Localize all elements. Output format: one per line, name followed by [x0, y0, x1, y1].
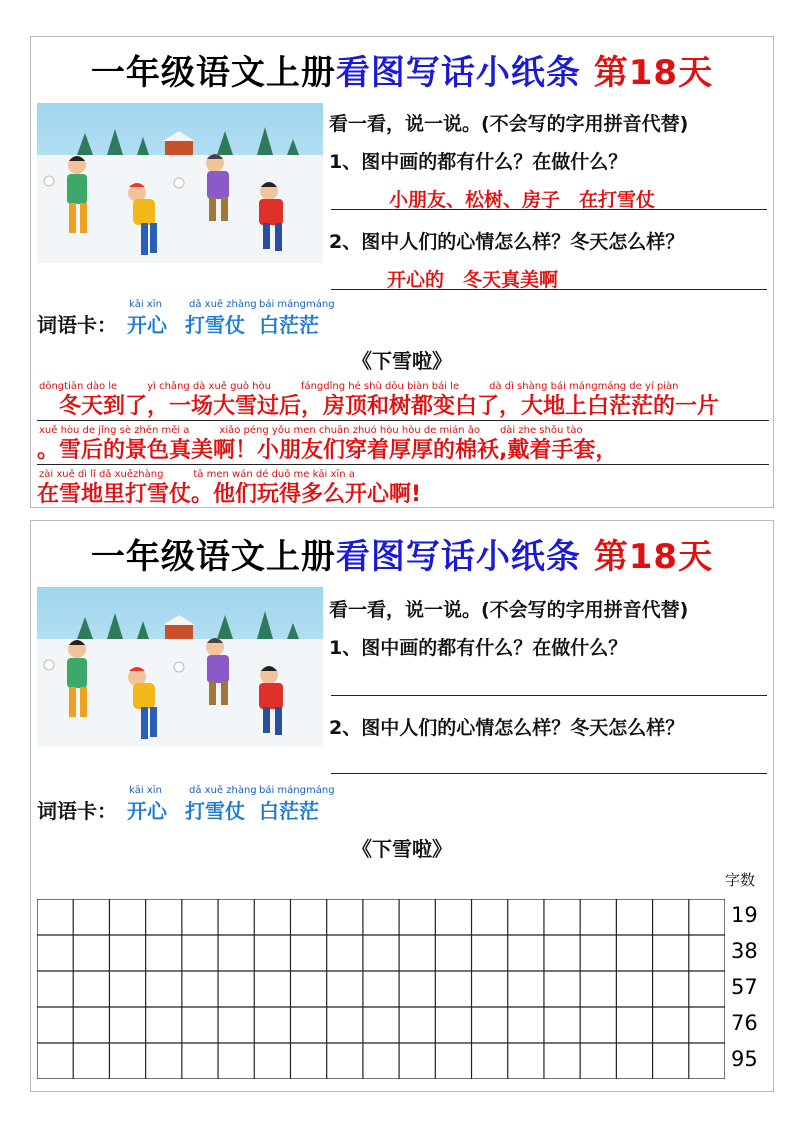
answer-1-line: [331, 209, 767, 210]
answer-1[interactable]: 小朋友、松树、房子 在打雪仗: [389, 189, 656, 211]
question-2-b: 2、图中人们的心情怎么样？冬天怎么样？: [329, 717, 685, 739]
instruction-text: 看一看，说一说。(不会写的字用拼音代替): [329, 113, 689, 135]
vocab-pinyin-2b: dǎ xuě zhàng: [189, 785, 257, 796]
row-count-3: 57: [731, 975, 758, 999]
story-line-1: 冬天到了，一场大雪过后，房顶和树都变白了，大地上白茫茫的一片: [37, 389, 769, 421]
question-1-b: 1、图中画的都有什么？在做什么？: [329, 637, 628, 659]
vocab-word-3b: 白茫茫: [259, 799, 319, 823]
title-grade: 一年级语文上册: [90, 53, 336, 93]
page-title: [31, 45, 773, 94]
title-topic-2: 看图写话小纸条: [335, 537, 581, 577]
instruction-text-2: 看一看，说一说。(不会写的字用拼音代替): [329, 599, 689, 621]
story-line-2: 。雪后的景色真美啊！小朋友们穿着厚厚的棉袄,戴着手套，: [37, 433, 769, 465]
vocab-pinyin-3b: bái mángmáng: [259, 785, 335, 796]
row-count-2: 38: [731, 939, 758, 963]
snowball-fight-illustration: [37, 103, 323, 263]
vocab-word-1: 开心: [127, 313, 167, 337]
worksheet-card-blank: [30, 520, 774, 1092]
title-topic: 看图写话小纸条: [335, 53, 581, 93]
title-grade-2: 一年级语文上册: [90, 537, 336, 577]
snowball-fight-illustration-2: [37, 587, 323, 747]
vocab-pinyin-1b: kāi xīn: [129, 785, 162, 796]
answer-2-input-line[interactable]: [331, 773, 767, 774]
vocab-pinyin-3: bái mángmáng: [259, 299, 335, 310]
question-2: 2、图中人们的心情怎么样？冬天怎么样？: [329, 231, 685, 253]
vocab-word-3: 白茫茫: [259, 313, 319, 337]
writing-grid[interactable]: [37, 899, 725, 1079]
row-count-1: 19: [731, 903, 758, 927]
question-1: 1、图中画的都有什么？在做什么？: [329, 151, 628, 173]
row-count-5: 95: [731, 1047, 758, 1071]
story-pinyin-1: dōngtiān dào le yì chǎng dà xuě guò hòu fángdǐng hé shù dōu biàn bái le dà dì shàng bái mángmáng de yí piàn: [39, 381, 679, 392]
story-pinyin-3: zài xuě dì lǐ dǎ xuězhàng tā men wán dé duō me kāi xīn a: [39, 469, 355, 480]
vocab-pinyin-1: kāi xīn: [129, 299, 162, 310]
page-title-2: [31, 529, 773, 578]
vocab-word-2b: 打雪仗: [185, 799, 245, 823]
vocab-label-2: 词语卡：: [37, 799, 117, 823]
worksheet-card-answered: [30, 36, 774, 508]
story-title: 《下雪啦》: [352, 349, 452, 373]
vocab-label: 词语卡：: [37, 313, 117, 337]
story-line-3: 在雪地里打雪仗。他们玩得多么开心啊!: [37, 482, 422, 507]
title-day-2: 第18天: [593, 537, 714, 577]
answer-2-line: [331, 289, 767, 290]
vocab-word-2: 打雪仗: [185, 313, 245, 337]
story-pinyin-2: xuě hòu de jǐng sè zhēn měi a xiǎo péng yǒu men chuān zhuó hòu hòu de mián ǎo dài zhe shǒu tào: [39, 425, 583, 436]
answer-1-input-line[interactable]: [331, 695, 767, 696]
vocab-word-1b: 开心: [127, 799, 167, 823]
row-count-4: 76: [731, 1011, 758, 1035]
title-day: 第18天: [593, 53, 714, 93]
vocab-pinyin-2: dǎ xuě zhàng: [189, 299, 257, 310]
story-title-2: 《下雪啦》: [352, 837, 452, 861]
word-count-label: 字数: [725, 871, 756, 889]
answer-2[interactable]: 开心的 冬天真美啊: [387, 269, 559, 291]
